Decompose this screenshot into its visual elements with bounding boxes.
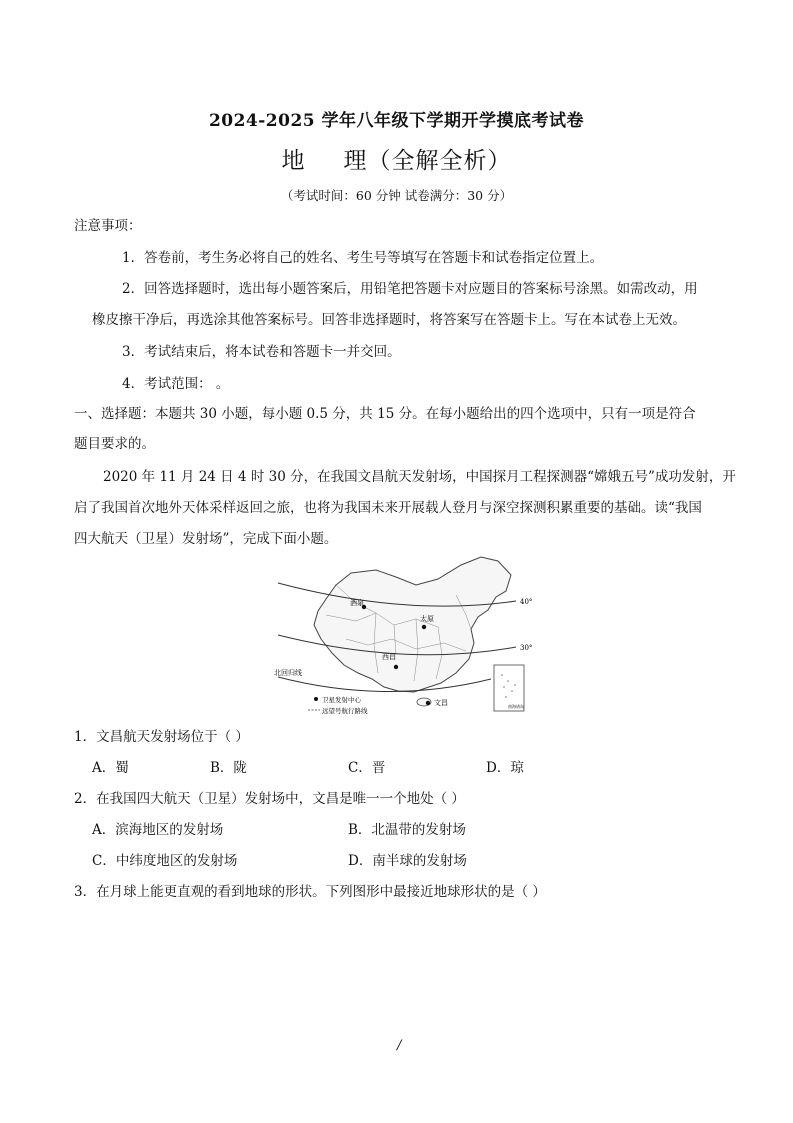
- inset-label: 南海诸岛: [508, 704, 524, 709]
- tropic-label: 北回归线: [274, 669, 302, 677]
- subject-right: 理（全解全析）: [343, 148, 512, 174]
- latitude-40-label: 40°: [520, 598, 533, 606]
- legend-center-label: 卫星发射中心: [322, 696, 361, 704]
- china-launch-sites-map: [266, 555, 546, 720]
- exam-info: （考试时间：60 分钟 试卷满分：30 分）: [280, 188, 513, 203]
- question-2-option-d[interactable]: D．南半球的发射场: [348, 853, 467, 869]
- question-1-option-b[interactable]: B．陇: [210, 760, 247, 776]
- section-1-instructions-cont: 题目要求的。: [74, 436, 155, 452]
- question-2-option-c[interactable]: C．中纬度地区的发射场: [92, 853, 238, 869]
- passage-line-2: 启了我国首次地外天体采样返回之旅，也将为我国未来开展载人登月与深空探测积累重要的基础。读“我国: [74, 500, 702, 516]
- section-1-instructions: 一、选择题：本题共 30 小题，每小题 0.5 分，共 15 分。在每小题给出的四个选项中，只有一项是符合: [74, 406, 696, 422]
- passage-line-3: 四大航天（卫星）发射场”，完成下面小题。: [74, 531, 338, 547]
- legend-center-symbol: [314, 697, 318, 701]
- question-1-option-d[interactable]: D．琼: [486, 760, 524, 776]
- subject-title: [0, 142, 793, 175]
- page-number: /: [397, 1038, 402, 1053]
- question-1-stem: 1．文昌航天发射场位于（ ）: [74, 729, 249, 745]
- latitude-30-label: 30°: [520, 644, 533, 652]
- question-2-option-b[interactable]: B．北温带的发射场: [348, 822, 466, 838]
- note-4: 4．考试范围： 。: [122, 376, 230, 392]
- jiuquan-label: 酒泉: [350, 599, 364, 607]
- subject-left: 地: [281, 148, 306, 174]
- taiyuan-label: 太原: [420, 615, 434, 623]
- taiyuan-site: [422, 625, 426, 629]
- question-2-stem: 2．在我国四大航天（卫星）发射场中，文昌是唯一一个地处（ ）: [74, 791, 465, 807]
- note-1: 1．答卷前，考生务必将自己的姓名、考生号等填写在答题卡和试卷指定位置上。: [122, 250, 604, 266]
- question-3-stem: 3．在月球上能更直观的看到地球的形状。下列图形中最接近地球形状的是（ ）: [74, 884, 546, 900]
- legend-route-label: 远望号航行路线: [322, 707, 368, 715]
- note-3: 3．考试结束后，将本试卷和答题卡一并交回。: [122, 344, 401, 360]
- china-outline: [314, 557, 511, 692]
- note-2-cont: 橡皮擦干净后，再选涂其他答案标号。回答非选择题时，将答案写在答题卡上。写在本试卷上无效。: [92, 312, 686, 328]
- wenchang-site: [426, 701, 430, 705]
- exam-title: 2024-2025 学年八年级下学期开学摸底考试卷: [208, 111, 585, 131]
- question-1-option-c[interactable]: C．晋: [348, 760, 386, 776]
- note-2: 2．回答选择题时，选出每小题答案后，用铅笔把答题卡对应题目的答案标号涂黑。如需改动，用: [122, 281, 698, 297]
- xichang-site: [394, 665, 398, 669]
- question-2-option-a[interactable]: A．滨海地区的发射场: [92, 822, 224, 838]
- passage-line-1: 2020 年 11 月 24 日 4 时 30 分，在我国文昌航天发射场，中国探月工程探测器“嫦娥五号”成功发射，开: [103, 469, 736, 485]
- question-1-option-a[interactable]: A．蜀: [92, 760, 129, 776]
- wenchang-label: 文昌: [434, 699, 448, 707]
- notes-heading: 注意事项：: [74, 218, 142, 234]
- xichang-label: 西昌: [382, 653, 396, 661]
